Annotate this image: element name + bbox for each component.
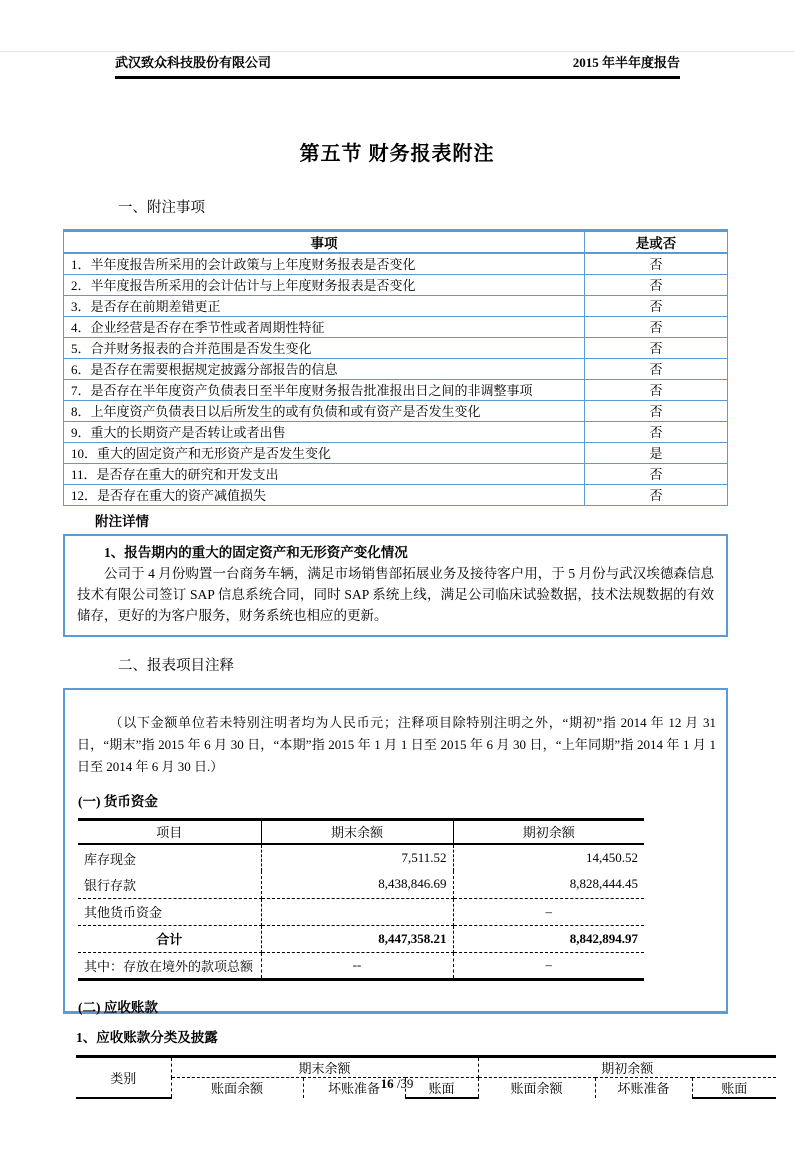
table-row (64, 295, 728, 316)
table-row (64, 400, 728, 421)
row-item: 11．是否存在重大的研究和开发支出 (64, 463, 585, 484)
page-number (0, 1076, 794, 1092)
row-answer: 是 (585, 442, 728, 463)
cash-col-begin: 期初余额 (453, 819, 644, 844)
row-answer: 否 (585, 337, 728, 358)
row-item: 4．企业经营是否存在季节性或者周期性特征 (64, 316, 585, 337)
detail-body: 公司于 4 月份购置一台商务车辆，满足市场销售部拓展业务及接待客户用，于 5 月份与武汉埃德森信息技术有限公司签订 SAP 信息系统合同，同时 SAP 系统上线，满足公司临床试验数据，技术法规数据的有效储存，更好的为客户服务，财务系统也相应的更新。 (77, 565, 714, 623)
notes-detail-label: 附注详情 (95, 513, 149, 529)
current-page: 16 (380, 1076, 394, 1091)
table-row (64, 463, 728, 484)
receivables-subcol: 坏账准备 (595, 1077, 692, 1098)
cash-end-value (261, 898, 453, 925)
table-row (64, 253, 728, 274)
cash-row (78, 871, 644, 898)
total-pages: /39 (393, 1076, 414, 1091)
col-header-answer: 是或否 (585, 231, 728, 254)
cash-header-row (78, 819, 644, 844)
cash-item: 库存现金 (78, 844, 261, 871)
report-title-small: 2015 年半年度报告 (572, 55, 680, 70)
cash-item: 其中：存放在境外的款项总额 (78, 952, 261, 979)
col-header-item: 事项 (64, 231, 585, 254)
row-answer: 否 (585, 400, 728, 421)
cash-heading: (一) 货币资金 (78, 793, 158, 809)
row-item: 9．重大的长期资产是否转让或者出售 (64, 421, 585, 442)
section1-heading: 一、附注事项 (118, 200, 205, 216)
cash-table (78, 818, 644, 981)
row-answer: 否 (585, 421, 728, 442)
cash-begin-value: 14,450.52 (586, 850, 638, 865)
row-item: 3．是否存在前期差错更正 (64, 295, 585, 316)
row-answer: 否 (585, 253, 728, 274)
company-name: 武汉致众科技股份有限公司 (115, 55, 272, 70)
table-row (64, 379, 728, 400)
cash-total-row (78, 925, 644, 952)
cash-begin-value: 8,842,894.97 (453, 925, 644, 952)
table-row (64, 337, 728, 358)
table-row (64, 484, 728, 505)
detail-heading: 1、报告期内的重大的固定资产和无形资产变化情况 (104, 544, 408, 560)
cash-row (78, 898, 644, 925)
row-answer: 否 (585, 274, 728, 295)
report-page (0, 52, 794, 1175)
row-answer: 否 (585, 316, 728, 337)
cash-end-value: 8,447,358.21 (261, 925, 453, 952)
cash-item: 银行存款 (78, 871, 261, 898)
row-item: 10．重大的固定资产和无形资产是否发生变化 (64, 442, 585, 463)
cash-col-end: 期末余额 (261, 819, 453, 844)
cash-row (78, 952, 644, 979)
receivables-group-begin: 期初余额 (478, 1056, 776, 1077)
row-answer: 否 (585, 463, 728, 484)
row-answer: 否 (585, 484, 728, 505)
cash-col-item: 项目 (78, 819, 261, 844)
receivables-sub-heading: 1、应收账款分类及披露 (76, 1029, 218, 1045)
cash-begin-value: 8,828,444.45 (453, 871, 644, 898)
table-row (64, 316, 728, 337)
row-answer: 否 (585, 295, 728, 316)
receivables-subcol: 账面余额 (478, 1077, 595, 1098)
cash-end-value: 8,438,846.69 (261, 871, 453, 898)
row-answer: 否 (585, 379, 728, 400)
receivables-subcol: 账面 (692, 1077, 776, 1098)
cash-item: 合计 (78, 925, 261, 952)
row-item: 2．半年度报告所采用的会计估计与上年度财务报表是否变化 (64, 274, 585, 295)
page-header (115, 52, 680, 79)
table-row (64, 274, 728, 295)
receivables-subcol: 坏账准备 (303, 1077, 405, 1098)
row-item: 8．上年度资产负债表日以后所发生的或有负债和或有资产是否发生变化 (64, 400, 585, 421)
cash-end-value: -- (261, 952, 453, 979)
cash-end-value: 7,511.52 (261, 844, 453, 871)
row-item: 7．是否存在半年度资产负债表日至半年度财务报告批准报出日之间的非调整事项 (64, 379, 585, 400)
receivables-heading: (二) 应收账款 (78, 999, 158, 1015)
cash-item: 其他货币资金 (78, 898, 261, 925)
notes-yes-no-table (63, 229, 728, 506)
section2-heading: 二、报表项目注释 (118, 657, 234, 674)
row-item: 12．是否存在重大的资产减值损失 (64, 484, 585, 505)
receivables-subcol: 账面余额 (171, 1077, 303, 1098)
cash-row (78, 844, 644, 871)
cash-begin-value: – (545, 957, 552, 972)
row-item: 1．半年度报告所采用的会计政策与上年度财务报表是否变化 (64, 253, 585, 274)
receivables-header-row1 (76, 1056, 776, 1077)
table-row (64, 421, 728, 442)
row-item: 6．是否存在需要根据规定披露分部报告的信息 (64, 358, 585, 379)
chapter-title: 第五节 财务报表附注 (299, 143, 495, 165)
notes-detail-box (63, 534, 728, 637)
receivables-group-end: 期末余额 (171, 1056, 478, 1077)
unit-note: （以下金额单位若未特别注明者均为人民币元；注释项目除特别注明之外，“期初”指 2014 年 12 月 31 日，“期末”指 2015 年 6 月 30 日，“本期”指 2015 年 1 月 1 日至 2015 年 6 月 30 日，“上年同期”指 2014 年 1 月 1 日至 2014 年 6 月 30 日.） (77, 714, 716, 774)
table-row (64, 358, 728, 379)
row-item: 5．合并财务报表的合并范围是否发生变化 (64, 337, 585, 358)
table-header-row (64, 231, 728, 254)
receivables-subcol: 账面 (405, 1077, 478, 1098)
row-answer: 否 (585, 358, 728, 379)
cash-begin-value: – (453, 898, 644, 925)
table-row (64, 442, 728, 463)
receivables-col-category: 类别 (76, 1056, 171, 1098)
